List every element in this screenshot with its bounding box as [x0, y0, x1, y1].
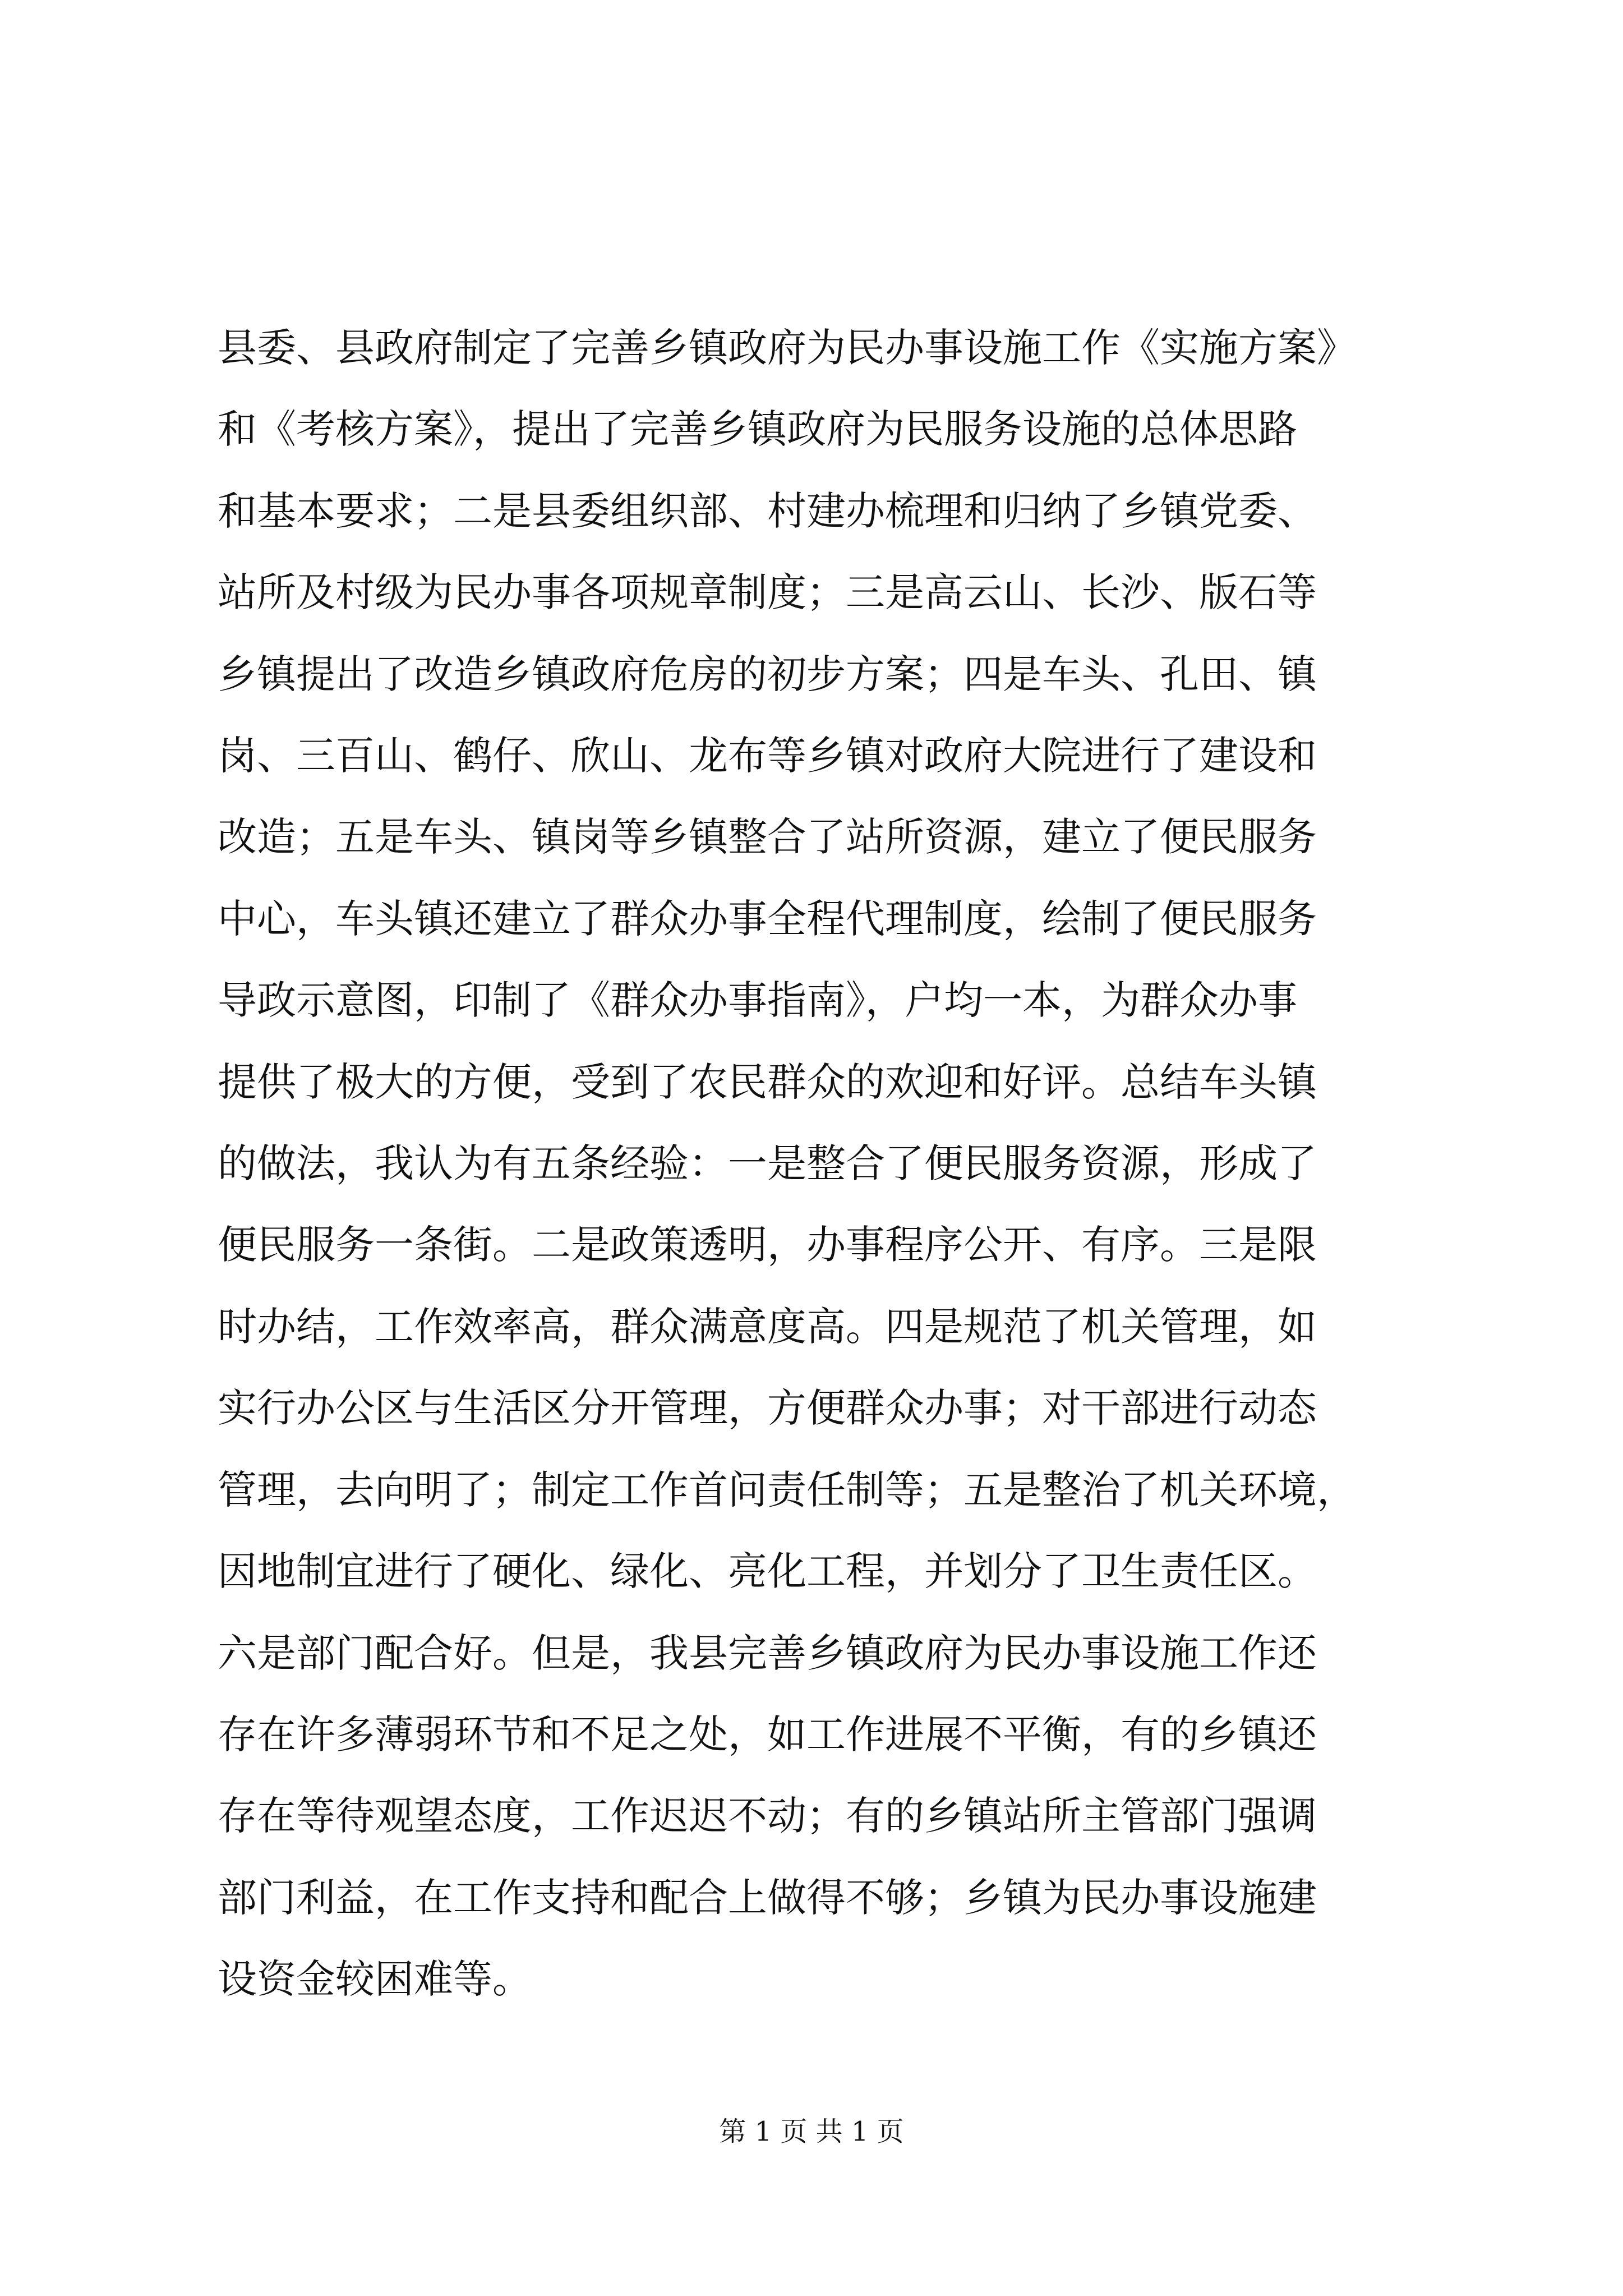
text-line: 实行办公区与生活区分开管理，方便群众办事；对干部进行动态: [218, 1385, 1317, 1432]
text-line: 部门利益，在工作支持和配合上做得不够；乡镇为民办事设施建: [218, 1874, 1317, 1921]
text-line: 时办结，工作效率高，群众满意度高。四是规范了机关管理，如: [218, 1303, 1317, 1350]
text-line: 存在许多薄弱环节和不足之处，如工作进展不平衡，有的乡镇还: [218, 1711, 1317, 1757]
text-line: 导政示意图，印制了《群众办事指南》，户均一本，为群众办事: [218, 977, 1297, 1024]
text-line: 改造；五是车头、镇岗等乡镇整合了站所资源，建立了便民服务: [218, 814, 1317, 861]
text-line: 乡镇提出了改造乡镇政府危房的初步方案；四是车头、孔田、镇: [218, 651, 1317, 697]
text-line: 提供了极大的方便，受到了农民群众的欢迎和好评。总结车头镇: [218, 1059, 1317, 1105]
text-line: 因地制宜进行了硬化、绿化、亮化工程，并划分了卫生责任区。: [218, 1548, 1317, 1595]
text-line: 设资金较困难等。: [218, 1956, 532, 2003]
text-line: 存在等待观望态度，工作迟迟不动；有的乡镇站所主管部门强调: [218, 1793, 1317, 1839]
page-number-footer: 第 1 页 共 1 页: [719, 2116, 904, 2147]
body-paragraph: [218, 307, 1429, 2021]
text-line: 县委、县政府制定了完善乡镇政府为民办事设施工作《实施方案》: [218, 325, 1356, 371]
text-line: 六是部门配合好。但是，我县完善乡镇政府为民办事设施工作还: [218, 1630, 1317, 1676]
text-line: 岗、三百山、鹤仔、欣山、龙布等乡镇对政府大院进行了建设和: [218, 733, 1317, 779]
text-line: 和《考核方案》，提出了完善乡镇政府为民服务设施的总体思路: [218, 406, 1297, 453]
text-line: 管理，去向明了；制定工作首问责任制等；五是整治了机关环境，: [218, 1466, 1356, 1513]
text-line: 站所及村级为民办事各项规章制度；三是高云山、长沙、版石等: [218, 569, 1317, 616]
text-line: 和基本要求；二是县委组织部、村建办梳理和归纳了乡镇党委、: [218, 487, 1317, 534]
text-line: 的做法，我认为有五条经验：一是整合了便民服务资源，形成了: [218, 1140, 1317, 1187]
text-line: 中心，车头镇还建立了群众办事全程代理制度，绘制了便民服务: [218, 895, 1317, 942]
text-line: 便民服务一条街。二是政策透明，办事程序公开、有序。三是限: [218, 1222, 1317, 1268]
